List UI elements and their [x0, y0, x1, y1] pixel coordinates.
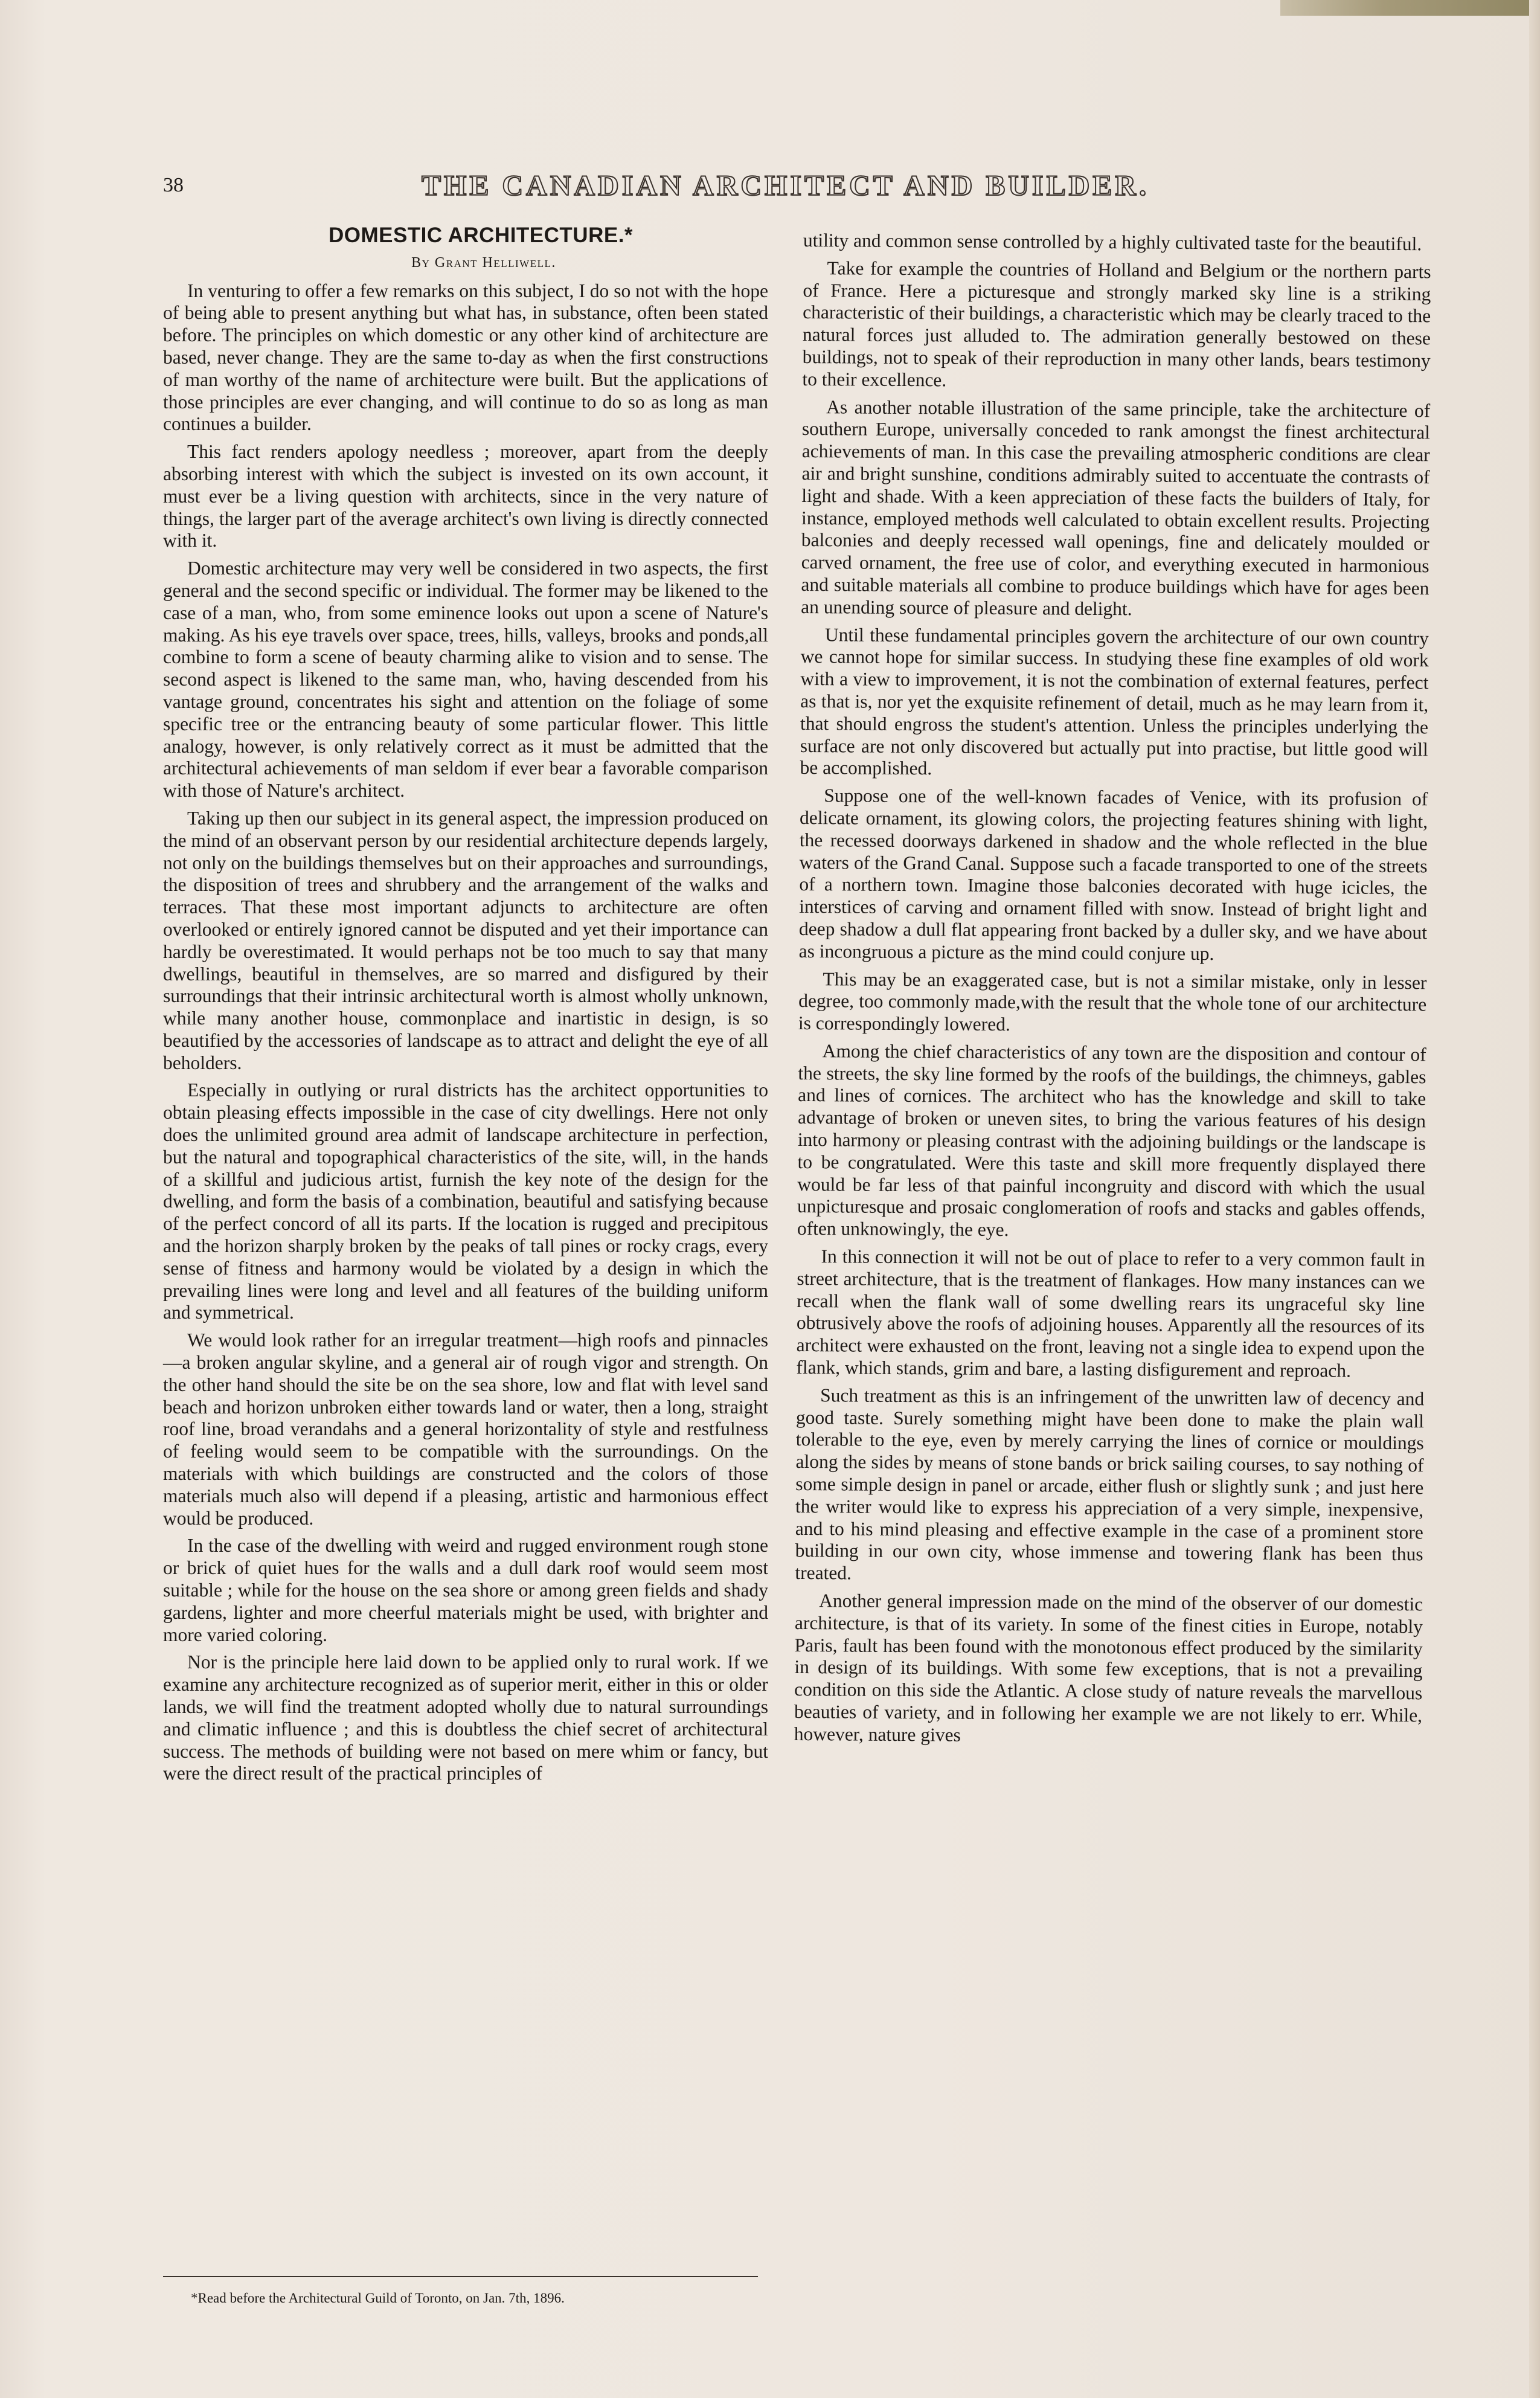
- paragraph: In venturing to offer a few remarks on this subject, I do so not with the hope of being able to present anything but what has, in substance, often been stated before. The principles on which domestic or any other kind of architecture are based, never change. They are the same to-day as when the first constructions of man worthy of the name of architecture were built. But the applications of those principles are ever changing, and will continue to do so as long as man continues a builder.: [163, 280, 768, 435]
- paragraph: Domestic architecture may very well be considered in two aspects, the first general and the second specific or individual. The former may be likened to the case of a man, who, from some eminence looks out upon a scene of Nature's making. As his eye travels over space, trees, hills, valleys, brooks and ponds,all combine to form a scene of beauty charming alike to vision and to sense. The second aspect is likened to the same man, who, having descended from his vantage ground, concentrates his sight and attention on the foliage of some specific tree or the entrancing beauty of some particular flower. This little analogy, however, is only relatively correct as it must be admitted that the architectural achievements of man seldom if ever bear a favorable comparison with those of Nature's architect.: [163, 558, 768, 802]
- paragraph: Take for example the countries of Holland and Belgium or the northern parts of France. Here a picturesque and strongly marked sky line is a striking characteristic of their buildings, a characteristic which may be clearly traced to the natural forces just alluded to. The admiration generally bestowed on these buildings, not to speak of their reproduction in many other lands, bears testimony to their excellence.: [802, 257, 1431, 391]
- byline: By Grant Helliwell.: [411, 254, 556, 271]
- paragraph: As another notable illustration of the same principle, take the architecture of southern Europe, universally conceded to rank amongst the finest architectural achievements of man. In this case the prevailing atmospheric conditions are clear air and bright sunshine, conditions admirably suited to accentuate the contrasts of light and shade. With a keen appreciation of these facts the builders of Italy, for instance, employed methods well calculated to obtain excellent results. Projecting balconies and deeply recessed wall openings, fine and delicately moulded or carved ornament, the free use of color, and everything executed in harmonious and suitable materials all combine to produce buildings which have for ages been an unending source of pleasure and delight.: [801, 396, 1431, 620]
- paragraph: This fact renders apology needless ; moreover, apart from the deeply absorbing interest with which the subject is invested on its own account, it must ever be a living question with architects, since in the very nature of things, the larger part of the average architect's own living is directly connected with it.: [163, 441, 768, 551]
- right-column: [794, 230, 1431, 1755]
- journal-title: THE CANADIAN ARCHITECT AND BUILDER.: [422, 170, 1149, 202]
- footnote-rule: [163, 2276, 758, 2277]
- page-edge: [1529, 0, 1540, 2398]
- page-header: [163, 169, 1431, 223]
- paragraph: In this connection it will not be out of place to refer to a very common fault in street architecture, that is the treatment of flankages. How many instances can we recall when the flank wall of some dwelling rears its ungraceful sky line obtrusively above the roofs of adjoining houses. Apparently all the resources of its architect were exhausted on the front, leaving not a single idea to expend upon the flank, which stands, grim and bare, a lasting disfigurement and reproach.: [796, 1246, 1425, 1381]
- paragraph: We would look rather for an irregular treatment—high roofs and pinnacles—a broken angular skyline, and a general air of rough vigor and strength. On the other hand should the site be on the sea shore, low and flat with level sand beach and horizon unbroken either towards land or water, then a long, straight roof line, broad verandahs and a general horizontality of style and restfulness of feeling would seem to be compatible with the surroundings. On the materials with which buildings are constructed and the colors of those materials much also will depend if a pleasing, artistic and harmonious effect would be produced.: [163, 1329, 768, 1529]
- paragraph: utility and common sense controlled by a highly cultivated taste for the beautiful.: [803, 230, 1422, 255]
- paragraph: Such treatment as this is an infringement of the unwritten law of decency and good taste. Surely something might have been done to make the plain wall tolerable to the eye, even by merely carrying the lines of cornice or mouldings along the sides by means of stone bands or brick sailing courses, to say nothing of some simple design in panel or arcade, either flush or slightly sunk ; and just here the writer would like to express his appreciation of a very simple, inexpensive, and to his mind pleasing and effective example in the case of a prominent store building in our own city, whose immense and towering flank has been thus treated.: [795, 1384, 1425, 1584]
- left-column: [163, 225, 768, 1790]
- paragraph: Another general impression made on the mind of the observer of our domestic architecture, is that of its variety. In some of the finest cities in Europe, notably Paris, fault has been found with the monotonous effect produced by the similarity in design of its buildings. With some few exceptions, that is not a prevailing condition on this side the Atlantic. A close study of nature reveals the marvellous beauties of variety, and in following her example we are not likely to err. While, however, nature gives: [794, 1590, 1423, 1746]
- paragraph: In the case of the dwelling with weird and rugged environment rough stone or brick of quiet hues for the walls and a dull dark roof would seem most suitable ; while for the house on the sea shore or among green fields and shady gardens, lighter and more cheerful materials might be used, with brighter and more varied coloring.: [163, 1535, 768, 1645]
- paragraph: Nor is the principle here laid down to be applied only to rural work. If we examine any architecture recognized as of superior merit, either in this or older lands, we will find the treatment adopted wholly due to natural surroundings and climatic influence ; and this is doubtless the chief secret of architectural success. The methods of building were not based on mere whim or fancy, but were the direct result of the practical principles of: [163, 1651, 768, 1784]
- paragraph: Suppose one of the well-known facades of Venice, with its profusion of delicate ornament, its glowing colors, the projecting features shining with light, the recessed doorways darkened in shadow and the whole reflected in the blue waters of the Grand Canal. Suppose such a facade transported to one of the streets of a northern town. Imagine those balconies decorated with huge icicles, the interstices of carving and ornament filled with snow. Instead of bright light and deep shadow a dull flat appearing front backed by a duller sky, and we have about as incongruous a picture as the mind could conjure up.: [798, 785, 1428, 964]
- paragraph: Among the chief characteristics of any town are the disposition and contour of the streets, the sky line formed by the roofs of the buildings, the chimneys, gables and lines of cornices. The architect who has the knowledge and skill to take advantage of broken or uneven sites, to bring the various features of his design into harmony or pleasing contrast with the adjoining buildings or the landscape is to be congratulated. Were this taste and skill more frequently displayed there would be far less of that painful incongruity and discord with which the usual unpicturesque and prosaic conglomeration of roofs and stacks and gables offends, often unknowingly, the eye.: [797, 1040, 1426, 1241]
- paragraph: This may be an exaggerated case, but is not a similar mistake, only in lesser degree, too commonly made,with the result that the whole tone of our architecture is correspondingly lowered.: [798, 968, 1427, 1035]
- paragraph: Taking up then our subject in its general aspect, the impression produced on the mind of an observant person by our residential architecture depends largely, not only on the buildings themselves but on their approaches and surroundings, the disposition of trees and shrubbery and the arrangement of the walks and terraces. That these most important adjuncts to architecture are often overlooked or entirely ignored cannot be disputed and yet their importance can hardly be overestimated. It would perhaps not be too much to say that many dwellings, beautiful in themselves, are so marred and disfigured by their surroundings that their intrinsic architectural worth is almost wholly unknown, while many another house, commonplace and inartistic in design, is so beautified by the accessories of landscape as to attract and delight the eye of all beholders.: [163, 807, 768, 1073]
- paragraph: Until these fundamental principles govern the architecture of our own country we cannot hope for similar success. In studying these fine examples of old work with a view to improvement, it is not the combination of external features, perfect as that is, nor yet the exquisite refinement of detail, much as he may learn from it, that should engross the student's attention. Unless the principles underlying the surface are not only discovered but actually put into practise, but little good will be accomplished.: [800, 623, 1429, 779]
- page-number: 38: [163, 174, 184, 196]
- article-title: DOMESTIC ARCHITECTURE.*: [328, 223, 634, 247]
- binding-edge: [1280, 0, 1540, 16]
- paragraph: Especially in outlying or rural districts has the architect opportunities to obtain pleasing effects impossible in the case of city dwellings. Here not only does the unlimited ground area admit of landscape architecture in perfection, but the natural and topographical characteristics of the site, will, in the hands of a skillful and judicious artist, furnish the key note of the design for the dwelling, and form the basis of a combination, beautiful and satisfying because of the perfect concord of all its parts. If the location is rugged and precipitous and the horizon sharply broken by the peaks of tall pines or rocky crags, every sense of fitness and harmony would be violated by a design in which the prevailing lines were long and level and all features of the building uniform and symmetrical.: [163, 1079, 768, 1323]
- footnote: *Read before the Architectural Guild of Toronto, on Jan. 7th, 1896.: [191, 2290, 565, 2306]
